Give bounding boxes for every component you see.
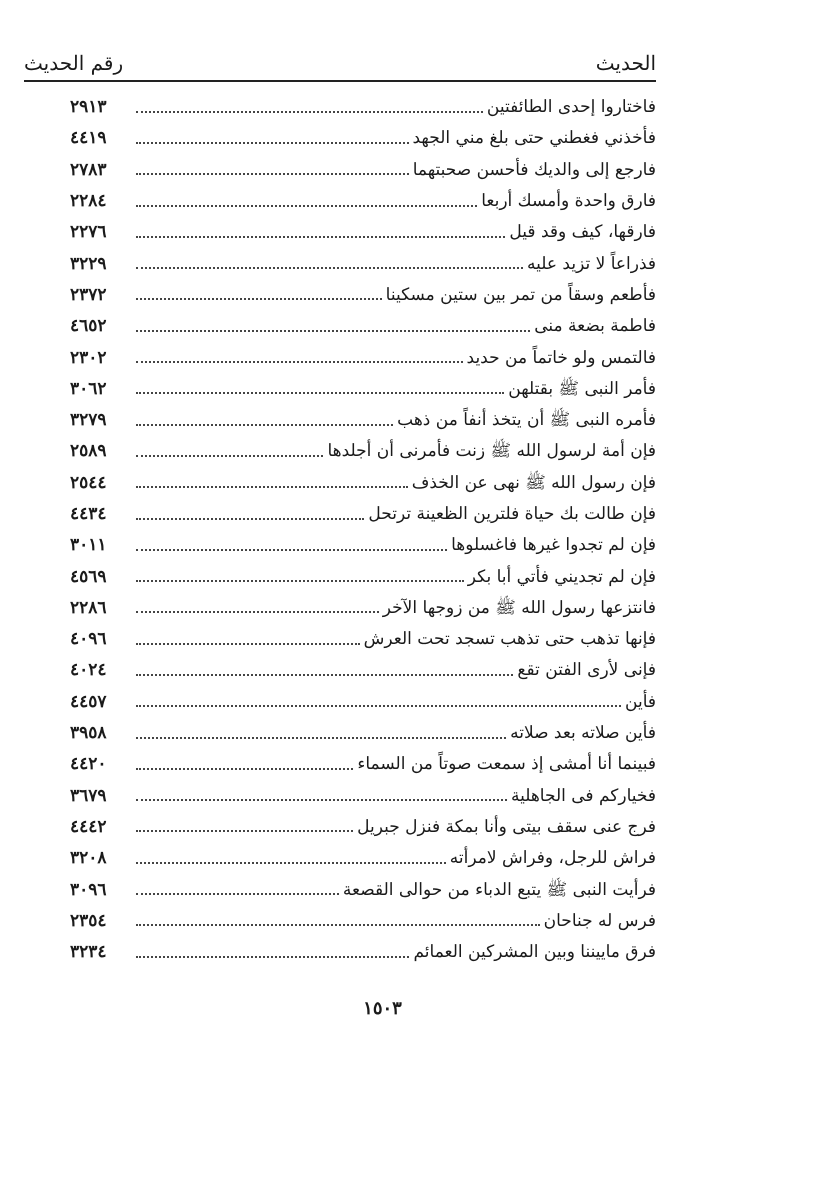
dot-leader bbox=[136, 455, 323, 457]
hadith-number: ٣٠١١ bbox=[70, 535, 107, 556]
dot-leader bbox=[136, 330, 530, 332]
hadith-text: فرس له جناحان bbox=[543, 910, 656, 931]
hadith-number: ٤٤٥٧ bbox=[70, 691, 107, 712]
index-entry bbox=[70, 937, 656, 968]
dot-leader bbox=[136, 518, 364, 520]
hadith-number: ٢٥٨٩ bbox=[70, 441, 107, 462]
page-number: ١٥٠٣ bbox=[363, 998, 402, 1019]
index-entry bbox=[70, 186, 656, 217]
dot-leader bbox=[136, 862, 446, 864]
dot-leader bbox=[136, 830, 353, 832]
dot-leader bbox=[136, 611, 379, 613]
dot-leader bbox=[136, 893, 339, 895]
index-entry bbox=[70, 718, 656, 749]
hadith-number: ٣٠٩٦ bbox=[70, 879, 107, 900]
dot-leader bbox=[136, 173, 409, 175]
index-entry bbox=[70, 624, 656, 655]
hadith-text: فرق ماييننا وبين المشركين العمائم bbox=[413, 942, 656, 963]
hadith-text: فأمره النبى ﷺ أن يتخذ أنفاً من ذهب bbox=[397, 410, 656, 431]
hadith-text: فإن لم تجدوا غيرها فاغسلوها bbox=[451, 535, 656, 556]
index-entry bbox=[70, 655, 656, 686]
dot-leader bbox=[136, 236, 505, 238]
index-entry bbox=[70, 687, 656, 718]
hadith-text: فأين صلاته بعد صلاته bbox=[510, 723, 656, 744]
hadith-text: فإن لم تجديني فأتي أبا بكر bbox=[467, 566, 656, 587]
index-entry bbox=[70, 248, 656, 279]
hadith-text: فاختاروا إحدى الطائفتين bbox=[486, 97, 656, 118]
dot-leader bbox=[136, 768, 353, 770]
hadith-text: فأين bbox=[625, 691, 656, 712]
hadith-number: ٢٥٤٤ bbox=[70, 472, 107, 493]
hadith-number: ٤٤٢٠ bbox=[70, 754, 107, 775]
index-entry bbox=[70, 812, 656, 843]
hadith-number: ٢٧٨٣ bbox=[70, 159, 107, 180]
dot-leader bbox=[136, 205, 477, 207]
index-entry bbox=[70, 342, 656, 373]
dot-leader bbox=[136, 424, 393, 426]
dot-leader bbox=[136, 361, 463, 363]
hadith-number: ٢٩١٣ bbox=[70, 97, 107, 118]
hadith-number: ٣٦٧٩ bbox=[70, 785, 107, 806]
dot-leader bbox=[136, 924, 540, 926]
hadith-number: ٤٤٣٤ bbox=[70, 504, 107, 524]
index-entry bbox=[70, 155, 656, 186]
hadith-number: ٤٥٦٩ bbox=[70, 566, 107, 587]
hadith-text: فارجع إلى والديك فأحسن صحبتهما bbox=[412, 159, 656, 180]
index-entry bbox=[70, 593, 656, 624]
index-entry bbox=[70, 405, 656, 436]
hadith-text: فإن رسول الله ﷺ نهى عن الخذف bbox=[411, 472, 656, 493]
dot-leader bbox=[136, 674, 513, 676]
dot-leader bbox=[136, 111, 483, 113]
hadith-text: فأخذني فغطني حتى بلغ مني الجهد bbox=[412, 128, 656, 149]
hadith-number: ٤٤١٩ bbox=[70, 128, 107, 149]
hadith-number: ٢٣٧٢ bbox=[70, 284, 107, 305]
index-entry bbox=[70, 530, 656, 561]
dot-leader bbox=[136, 298, 382, 300]
hadith-text: فخياركم فى الجاهلية bbox=[510, 785, 656, 806]
index-entry bbox=[70, 906, 656, 937]
hadith-number: ٢٢٨٦ bbox=[70, 597, 107, 618]
hadith-number: ٤٦٥٢ bbox=[70, 316, 107, 337]
dot-leader bbox=[136, 580, 464, 582]
index-entry bbox=[70, 92, 656, 123]
hadith-number: ٤٠٢٤ bbox=[70, 660, 107, 681]
hadith-number: ٣٠٦٢ bbox=[70, 378, 107, 399]
hadith-text: فبينما أنا أمشى إذ سمعت صوتاً من السماء bbox=[357, 754, 656, 775]
index-entry bbox=[70, 561, 656, 592]
dot-leader bbox=[136, 956, 409, 958]
index-entry bbox=[70, 217, 656, 248]
hadith-text: فراش للرجل، وفراش لامرأته bbox=[449, 848, 656, 869]
column-title-hadith: الحديث bbox=[595, 51, 656, 75]
hadith-text: فانتزعها رسول الله ﷺ من زوجها الآخر bbox=[382, 597, 656, 618]
hadith-text: فاطمة بضعة منى bbox=[534, 316, 656, 337]
index-entry bbox=[70, 781, 656, 812]
hadith-number: ٢٣٠٢ bbox=[70, 347, 107, 368]
hadith-text: فارقها، كيف وقد قيل bbox=[509, 222, 656, 243]
hadith-text: فالتمس ولو خاتماً من حديد bbox=[466, 347, 656, 368]
index-entry bbox=[70, 843, 656, 874]
page-header bbox=[24, 48, 656, 78]
hadith-text: فأطعم وسقاً من تمر بين ستين مسكينا bbox=[385, 284, 656, 305]
index-entry bbox=[70, 436, 656, 467]
hadith-number: ٢٣٥٤ bbox=[70, 910, 107, 931]
hadith-text: فأمر النبى ﷺ بقتلهن bbox=[508, 378, 656, 399]
hadith-number: ٢٢٨٤ bbox=[70, 191, 107, 212]
dot-leader bbox=[136, 799, 507, 801]
hadith-number: ٣٢٠٨ bbox=[70, 848, 107, 869]
hadith-number: ٣٢٢٩ bbox=[70, 253, 107, 274]
index-entry bbox=[70, 874, 656, 905]
index-entry bbox=[70, 499, 656, 530]
index-entry bbox=[70, 311, 656, 342]
hadith-index-list bbox=[70, 92, 656, 968]
dot-leader bbox=[136, 142, 409, 144]
index-entry bbox=[70, 749, 656, 780]
hadith-number: ٤٤٤٢ bbox=[70, 816, 107, 837]
hadith-text: فذراعاً لا تزيد عليه bbox=[527, 253, 656, 274]
hadith-text: فإنها تذهب حتى تذهب تسجد تحت العرش bbox=[363, 629, 656, 650]
hadith-text: فإنى لأرى الفتن تقع bbox=[517, 660, 656, 681]
dot-leader bbox=[136, 267, 523, 269]
dot-leader bbox=[136, 737, 506, 739]
hadith-text: فرأيت النبى ﷺ يتبع الدباء من حوالى القصعة bbox=[342, 879, 656, 900]
dot-leader bbox=[136, 705, 621, 707]
hadith-number: ٢٢٧٦ bbox=[70, 222, 107, 243]
dot-leader bbox=[136, 643, 360, 645]
dot-leader bbox=[136, 392, 504, 394]
hadith-number: ٣٢٧٩ bbox=[70, 410, 107, 431]
header-rule bbox=[24, 80, 656, 82]
hadith-text: فرج عنى سقف بيتى وأنا بمكة فنزل جبريل bbox=[357, 816, 656, 837]
hadith-number: ٣٩٥٨ bbox=[70, 723, 107, 744]
index-entry bbox=[70, 468, 656, 499]
hadith-number: ٣٢٣٤ bbox=[70, 942, 107, 963]
index-entry bbox=[70, 374, 656, 405]
hadith-text: فارق واحدة وأمسك أربعا bbox=[481, 191, 656, 212]
index-entry bbox=[70, 123, 656, 154]
dot-leader bbox=[136, 549, 447, 551]
hadith-text: فإن طالت بك حياة فلترين الظعينة ترتحل bbox=[368, 504, 656, 524]
dot-leader bbox=[136, 486, 408, 488]
column-title-hadith-number: رقم الحديث bbox=[24, 51, 124, 75]
index-entry bbox=[70, 280, 656, 311]
hadith-number: ٤٠٩٦ bbox=[70, 629, 107, 650]
hadith-text: فإن أمة لرسول الله ﷺ زنت فأمرنى أن أجلدها bbox=[327, 441, 656, 462]
